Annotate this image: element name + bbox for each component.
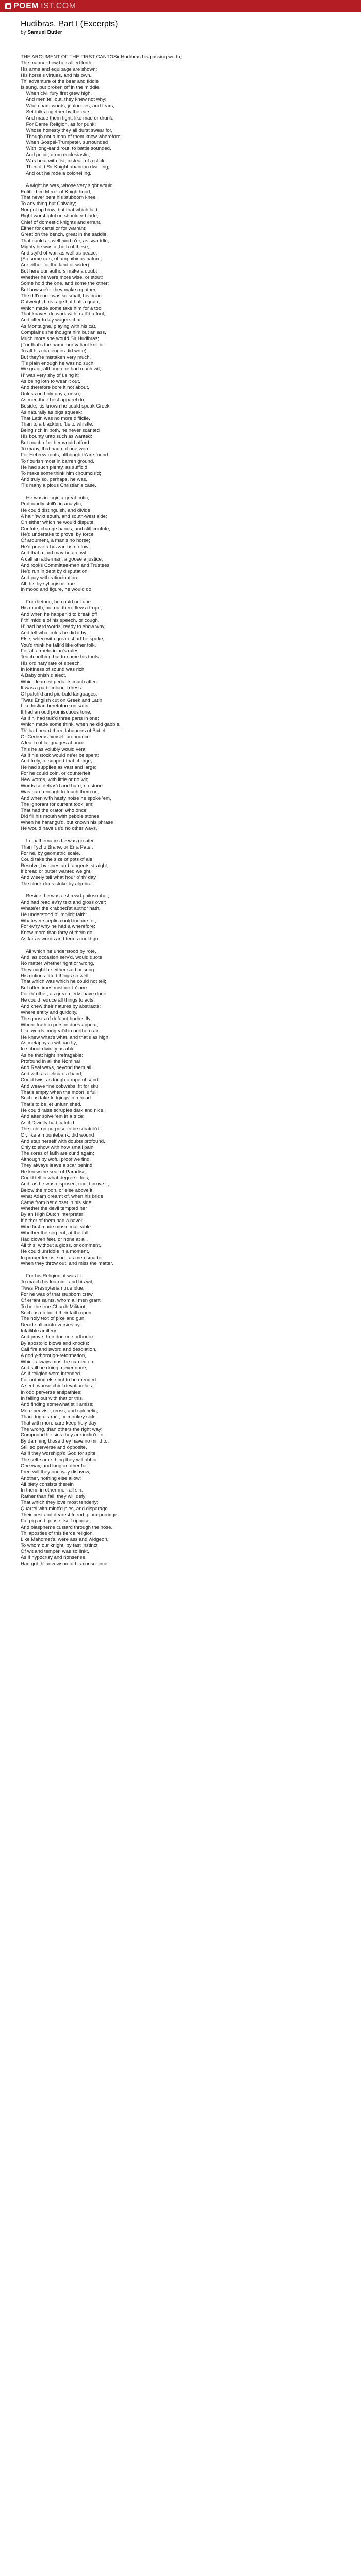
site-header <box>0 0 361 12</box>
poem-line: Whose honesty they all durst swear for, <box>21 127 113 133</box>
poem-line: We grant, although he had much wit, <box>21 366 102 372</box>
poem-line: When he harangu'd, but known his phrase <box>21 820 113 826</box>
poem-line: He'd prove a buzzard is no fowl, <box>21 544 91 550</box>
poem-line: For Dame Religion, as for punk; <box>21 121 96 127</box>
poem-line: A Babylonish dialect, <box>21 672 67 679</box>
poem-line: And that a lord may be an owl, <box>21 550 88 556</box>
poem-stanza <box>21 183 342 489</box>
poem-line: And pulpit, drum ecclesiastic, <box>21 152 90 158</box>
poem-line: As Montaigne, playing with his cat, <box>21 324 97 330</box>
poem-line: All piety consists therein <box>21 1481 74 1487</box>
poem-line: Which learned pedants much affect. <box>21 679 100 685</box>
poem-line: And out he rode a colonelling. <box>21 170 92 176</box>
poem-line: His arms and equipage are shown; <box>21 66 97 72</box>
poem-line: The sores of faith are cur'd again; <box>21 1150 94 1157</box>
poem-line: And tell what rules he did it by; <box>21 630 88 636</box>
poem-line: The holy text of pike and gun; <box>21 1316 86 1322</box>
poem-line: And when with hasty noise he spoke 'em, <box>21 795 111 801</box>
poem-line: And wisely tell what hour o' th' day <box>21 875 96 881</box>
poem-line: He had such plenty, as suffic'd <box>21 464 87 470</box>
poem-line: He'd undertake to prove, by force <box>21 532 94 538</box>
poem-line: Came from her closet in his side: <box>21 1199 93 1206</box>
poem-line: As he that hight Irrefragable; <box>21 1053 84 1059</box>
poem-line: His horse's virtues, and his own. <box>21 72 92 78</box>
poem-line: And when he happen'd to break off <box>21 612 97 618</box>
poem-line: Mighty he was at both of these, <box>21 244 89 250</box>
poem-line: To all his challenges did write). <box>21 348 88 354</box>
poem-line: Had cloven feet, or none at all. <box>21 1236 88 1242</box>
poem-line: When they throw out, and miss the matter. <box>21 1261 113 1267</box>
poem-line: He understood b' implicit faith: <box>21 911 87 918</box>
poem-line: And rooks Committee-men and Trustees. <box>21 562 111 568</box>
poem-line: Such as take lodgings in a head <box>21 1095 91 1101</box>
poem-line: They might be either said or sung. <box>21 967 96 973</box>
poem-line: Is sung, but broken off in the middle. <box>21 84 101 91</box>
poem-line: The wrong, than others the right way; <box>21 1426 103 1432</box>
poem-line: Whether the serpent, at the fall, <box>21 1230 90 1236</box>
poem-line: And weave fine cobwebs, fit for skull <box>21 1083 101 1089</box>
poem-line: He was in logic a great critic, <box>21 495 89 501</box>
poem-line: Rather than fail, they will defy <box>21 1494 86 1500</box>
poem-line: All this, without a gloss, or comment, <box>21 1242 101 1248</box>
poem-line: No matter whether right or wrong, <box>21 960 94 967</box>
poem-line: Could twist as tough a rope of sand; <box>21 1077 100 1083</box>
poem-line: Where truth in person does appear, <box>21 1022 99 1028</box>
poem-line: Fat pig and goose itself oppose, <box>21 1518 91 1524</box>
poem-line: But much of either would afford <box>21 440 89 446</box>
byline-prefix: by <box>21 30 26 36</box>
poem-line: Profound in all the Nominal <box>21 1059 80 1065</box>
poem-line: Words so debas'd and hard, no stone <box>21 783 103 789</box>
poem-line: He could raise scruples dark and nice, <box>21 1108 105 1114</box>
poem-line: They always leave a scar behind. <box>21 1163 94 1169</box>
poem-line: As naturally as pigs squeak; <box>21 409 83 415</box>
poem-line: The self-same thing they will abhor <box>21 1456 97 1463</box>
poem-line: New words, with little or no wit; <box>21 777 89 783</box>
poem-line: And, as he was disposed, could prove it, <box>21 1181 109 1187</box>
poem-line: But they're mistaken very much, <box>21 354 91 360</box>
poem-line: Could take the size of pots of ale; <box>21 856 94 862</box>
poem-line: And styl'd of war, as well as peace. <box>21 250 97 256</box>
poem-line: As if Divinity had catch'd <box>21 1120 74 1126</box>
poem-line: It had an odd promiscuous tone, <box>21 709 92 716</box>
poem-title: Hudibras, Part I (Excerpts) <box>21 20 118 28</box>
poem-line: By apostolic blows and knocks; <box>21 1341 89 1347</box>
poemist-logo-icon <box>5 3 11 9</box>
poem-line: And after solve 'em in a trice; <box>21 1114 85 1120</box>
poem-line: And truly so, perhaps, he was, <box>21 477 88 483</box>
poem-line: The manner how he sallied forth; <box>21 60 93 66</box>
poem-line: To any thing but Chivalry; <box>21 201 76 207</box>
poem-line: Compound for sins they are inclin'd to, <box>21 1432 105 1438</box>
poem-line: His mouth, but out there flew a trope; <box>21 605 102 612</box>
poem-line: 'Tis plain enough he was no such; <box>21 360 95 366</box>
poem-line: Whatever sceptic could inquire for, <box>21 918 96 924</box>
poem-line: As metaphysic wit can fly; <box>21 1040 77 1046</box>
poem-line: Only to show with how small pain <box>21 1144 94 1150</box>
poem-line: Beside, he was a shrewd philosopher, <box>21 893 109 900</box>
poem-line: In odd perverse antipathies; <box>21 1389 82 1396</box>
poem-line: Much more she would Sir Hudibras; <box>21 335 99 342</box>
poem-line: And pay with ratiocination. <box>21 574 78 581</box>
poem-line: That could as well bind o'er, as swaddle; <box>21 238 109 244</box>
poem-line: A leash of languages at once. <box>21 740 86 746</box>
poem-line: Had got th' advowson of his conscience. <box>21 1561 109 1567</box>
poem-line: And knew their natures by abstracts; <box>21 1004 101 1010</box>
poem-line: And stab herself with doubts profound, <box>21 1138 105 1144</box>
site-logo[interactable] <box>5 2 76 11</box>
poem-line: It was a parti-colour'd dress <box>21 685 81 691</box>
poem-stanza <box>21 495 342 593</box>
poem-line: That had the orator, who once <box>21 807 87 814</box>
poem-line: To many, that had not one word. <box>21 446 91 452</box>
poem-line: H' was very shy of using it; <box>21 372 79 379</box>
poem-stanza <box>21 599 342 832</box>
poem-line: In mood and figure, he would do. <box>21 587 93 593</box>
poem-line: Than dog distract, or monkey sick. <box>21 1414 96 1420</box>
poem-line: That's empty when the moon is full; <box>21 1089 99 1095</box>
poem-line: Their best and dearest friend, plum-porridge; <box>21 1512 119 1518</box>
poem-line: And men fell out, they knew not why; <box>21 97 107 103</box>
poem-line: In school-divinity as able <box>21 1046 75 1053</box>
poem-line: Of wit and temper, was so linkt, <box>21 1549 89 1555</box>
poem-line: A godly-thorough-reformation, <box>21 1352 86 1359</box>
poem-line: Than to a blackbird 'tis to whistle: <box>21 421 94 428</box>
poem-line: And blaspheme custard through the nose. <box>21 1524 113 1530</box>
poem-stanza <box>21 54 342 177</box>
poem-line: Which always must be carried on, <box>21 1359 95 1365</box>
poem-line: Th' had heard three labourers of Babel; <box>21 727 107 734</box>
poem-line: A hair 'twixt south, and south-west side; <box>21 513 107 519</box>
poem-line: For he was of that stubborn crew <box>21 1291 93 1297</box>
poem-line: And, as occasion serv'd, would quote; <box>21 954 104 960</box>
poem-line: Being rich in both, he never scanted <box>21 428 100 434</box>
poem-line: As if hypocrisy and nonsense <box>21 1555 85 1561</box>
poem-line: Infallible artillery; <box>21 1328 58 1334</box>
poem-line: Whether the devil tempted her <box>21 1206 87 1212</box>
poem-line: For his Religion, it was fit <box>21 1273 81 1279</box>
poem-line: He could reduce all things to acts, <box>21 997 95 1004</box>
logo-suffix-text: IST.COM <box>41 2 76 10</box>
poem-line: In them, in other men all sin: <box>21 1487 83 1494</box>
poem-line: To match his learning and his wit; <box>21 1279 94 1285</box>
poem-line: 'Twas English cut on Greek and Latin, <box>21 697 104 703</box>
poem-line: And therefore bore it not about, <box>21 385 89 391</box>
poem-line: All which he understood by rote, <box>21 948 96 955</box>
poem-line: Complains she thought him but an ass, <box>21 330 106 336</box>
poem-line: And truly, to support that charge, <box>21 758 92 765</box>
poem-stanza <box>21 838 342 887</box>
poem-line: And made them fight, like mad or drunk, <box>21 115 114 121</box>
poem-stanza <box>21 1273 342 1567</box>
poem-line: The diff'rence was so small, his brain <box>21 293 102 299</box>
poem-line: In loftiness of sound was rich; <box>21 667 86 673</box>
poem-line: Right worshipful on shoulder-blade; <box>21 213 99 219</box>
poem-line: Are either for the land or water). <box>21 262 91 268</box>
poem-line: That never bent his stubborn knee <box>21 195 96 201</box>
poem-line: He would have us'd no other ways. <box>21 826 97 832</box>
poem-line: You'd think he talk'd like other folk, <box>21 642 96 648</box>
poem-line: As if religion were intended <box>21 1371 80 1377</box>
poem-line: He could unriddle in a moment, <box>21 1248 89 1255</box>
poem-line: 'Tis many a pious Christian's case. <box>21 483 96 489</box>
poem-line: In proper terms, such as men smatter <box>21 1255 103 1261</box>
poem-line: Still so perverse and opposite, <box>21 1445 87 1451</box>
poem-line: Or Cerberus himself pronounce <box>21 734 90 740</box>
poem-line: For Hebrew roots, although th'are found <box>21 452 108 458</box>
poem-line: As if h' had talk'd three parts in one; <box>21 716 99 722</box>
poem-line: Teach nothing but to name his tools. <box>21 654 100 660</box>
poem-line: The itch, on purpose to be scratch'd; <box>21 1126 101 1132</box>
poem-line: Though not a man of them knew wherefore: <box>21 133 122 140</box>
poem-line: And Real ways, beyond them all <box>21 1064 92 1071</box>
poem-line: He knew the seat of Paradise, <box>21 1169 87 1175</box>
poem-line: But howsoe'er they make a pother, <box>21 286 97 293</box>
poem-line: A calf an alderman, a goose a justice, <box>21 556 103 563</box>
poem-line: Below the moon, or else above it. <box>21 1187 94 1193</box>
poem-line: By damning those they have no mind to; <box>21 1438 109 1445</box>
poem-line: Like fustian heretofore on satin; <box>21 703 90 709</box>
poem-line: Who first made music malleable: <box>21 1224 92 1230</box>
poem-line: Or, like a mountebank, did wound <box>21 1132 94 1138</box>
poem-line: His bounty unto such as wanted; <box>21 434 92 440</box>
poem-line: And still be doing, never done; <box>21 1365 88 1371</box>
poem-line: By an High Dutch interpreter; <box>21 1212 85 1218</box>
poem-line: When Gospel-Trumpeter, surrounded <box>21 140 108 146</box>
poem-line: Free-will they one way disavow, <box>21 1469 90 1475</box>
poem-line: All this by syllogism, true <box>21 581 75 587</box>
poem-line: The clock does strike by algebra. <box>21 881 93 887</box>
poem-line: (So some rats, of amphibious nature, <box>21 256 102 262</box>
poem-line: A wight he was, whose very sight would <box>21 182 113 189</box>
poem-line: That which was which he could not tell; <box>21 979 106 985</box>
poem-line: With long-ear'd rout, to battle sounded, <box>21 146 111 152</box>
poem-line: Such as do build their faith upon <box>21 1310 92 1316</box>
poem-line: Like words congeal'd in northern air. <box>21 1028 100 1034</box>
poem-line: If bread or butter wanted weight, <box>21 869 92 875</box>
poem-line: Could tell in what degree it lies; <box>21 1175 89 1181</box>
poem-line: And finding somewhat still amiss; <box>21 1401 94 1408</box>
poem-line: He had supplies as vast and large; <box>21 765 97 771</box>
poem-line: And with as delicate a hand, <box>21 1071 83 1077</box>
poem-line: That Latin was no more difficile, <box>21 415 90 421</box>
poem-line: Chief of domestic knights and errant, <box>21 219 102 226</box>
poem-line: Confute, change hands, and still confute, <box>21 526 110 532</box>
poem-line: For he could coin, or counterfeit <box>21 771 90 777</box>
poem-body <box>21 54 342 1567</box>
poem-line: A sect, whose chief devotion lies <box>21 1383 92 1389</box>
poem-line: Either for cartel or for warrant; <box>21 225 87 231</box>
poem-line: That which they love most tenderly; <box>21 1500 99 1506</box>
poem-line: Was beat with fist, instead of a stick; <box>21 158 106 164</box>
poem-line: He knew what's what, and that's as high <box>21 1034 109 1040</box>
poem-line: Call fire and sword and desolation, <box>21 1346 97 1352</box>
poem-line: His ordinary rate of speech <box>21 660 80 667</box>
poem-line: As if his stock would ne'er be spent: <box>21 752 100 758</box>
poem-line: More peevish, cross, and splenetic, <box>21 1408 99 1414</box>
poem-line: What Adam dreamt of, when his bride <box>21 1193 103 1199</box>
poem-line: 'Twas Presbyterian true blue; <box>21 1285 85 1292</box>
poem-line: For he, by geometric scale, <box>21 850 80 856</box>
poem-line: Outweigh'd his rage but half a grain; <box>21 299 100 305</box>
poem-line: When civil fury first grew high, <box>21 91 92 97</box>
poem-line: But here our authors make a doubt <box>21 268 97 275</box>
poem-line: Which made some think, when he did gabble, <box>21 722 121 728</box>
poem-line: H' had hard words, ready to show why, <box>21 623 106 630</box>
poem-line: Like Mahomet's, were ass and widgeon, <box>21 1536 109 1543</box>
poem-line: Whate'er the crabbed'st author hath, <box>21 905 101 911</box>
poem-line: To whom our knight, by fast instinct <box>21 1543 98 1549</box>
poem-line: Resolve, by sines and tangents straight, <box>21 862 109 869</box>
poem-line: This he as volubly would vent <box>21 746 86 752</box>
poem-line: And offer to lay wagers that <box>21 317 81 324</box>
poem-line: As being loth to wear it out, <box>21 379 80 385</box>
poem-line: As men their best apparel do. <box>21 397 86 403</box>
poem-line: He'd run in debt by disputation, <box>21 568 89 574</box>
poem-line: Whether he were more wise, or stout: <box>21 275 103 281</box>
poem-line: The ghosts of defunct bodies fly; <box>21 1015 92 1022</box>
poem-line: That knaves do work with, call'd a fool, <box>21 311 105 317</box>
poem-line: To flourish most in barren ground, <box>21 458 94 464</box>
poem-line: Where entity and quiddity, <box>21 1009 78 1015</box>
poem-page <box>0 12 361 1567</box>
poem-line: (For that's the name our valiant knight <box>21 342 104 348</box>
poem-line: THE ARGUMENT OF THE FIRST CANTOSir Hudibras his passing worth, <box>21 54 182 60</box>
poem-line: If either of them had a navel; <box>21 1218 84 1224</box>
poem-line: Decide all controversies by <box>21 1322 80 1328</box>
poem-line: Was hard enough to touch them on; <box>21 789 100 795</box>
poem-line: In mathematics he was greater <box>21 838 94 844</box>
logo-main-text: POEM <box>13 2 39 10</box>
poem-line: For nothing else but to be mended. <box>21 1377 97 1383</box>
poem-stanza <box>21 893 342 942</box>
poem-line: That with more care keep holy-day <box>21 1420 97 1426</box>
poem-line: As far as words and terms could go. <box>21 936 100 942</box>
byline <box>21 30 342 36</box>
poem-line: Of argument, a man's no horse; <box>21 538 90 544</box>
poem-line: Some hold the one, and some the other; <box>21 280 109 286</box>
poem-line: Did fill his mouth with pebble stones <box>21 814 100 820</box>
poem-line: But oftentimes mistook th' one <box>21 985 87 991</box>
poem-line: Beside, 'tis known he could speak Greek <box>21 403 110 409</box>
poem-line: For ev'ry why he had a wherefore; <box>21 924 95 930</box>
poem-line: I' th' middle of his speech, or cough, <box>21 617 100 623</box>
poem-line: Which made some take him for a tool <box>21 305 103 311</box>
poem-line: The ignorant for current took 'em; <box>21 801 94 807</box>
poem-line: To make some think him circumcis'd; <box>21 470 101 477</box>
poem-line: For all a rhetorician's rules <box>21 648 79 654</box>
poem-stanza <box>21 948 342 1267</box>
poem-line: Set folks together by the ears, <box>21 109 92 115</box>
poem-line: Else, when with greatest art he spoke, <box>21 636 105 642</box>
poem-line: And prove their doctrine orthodox <box>21 1334 94 1341</box>
poem-line: Th' apostles of this fierce religion, <box>21 1530 94 1536</box>
poem-line: For rhetoric, he could not ope <box>21 599 91 605</box>
poem-line: Another, nothing else allow: <box>21 1475 81 1481</box>
poem-line: Although by woful proof we find, <box>21 1157 91 1163</box>
poem-line: Than Tycho Brahe, or Erra Pater: <box>21 844 94 850</box>
poem-line: That's to be let unfurnished. <box>21 1101 82 1108</box>
poem-line: On either which he would dispute, <box>21 519 95 526</box>
poem-line: Of patch'd and pie-bald languages; <box>21 691 97 697</box>
poem-line: Then did Sir Knight abandon dwelling, <box>21 164 110 171</box>
poem-line: He could distinguish, and divide <box>21 507 90 513</box>
poem-line: His notions fitted things so well, <box>21 973 90 979</box>
author-link[interactable]: Samuel Butler <box>27 30 62 36</box>
poem-line: Entitle him Mirror of Knighthood; <box>21 189 92 195</box>
poem-line: In falling out with that or this, <box>21 1396 84 1402</box>
poem-line: When hard words, jealousies, and fears, <box>21 103 114 109</box>
poem-line: Unless on holy-days, or so, <box>21 391 80 397</box>
poem-line: And had read ev'ry text and gloss over; <box>21 899 107 905</box>
poem-line: Nor put up blow, but that which laid <box>21 207 97 213</box>
poem-line: Of errant saints, whom all men grant <box>21 1297 101 1303</box>
poem-line: Th' adventure of the bear and fiddle <box>21 78 99 84</box>
poem-line: Great on the bench, great in the saddle, <box>21 231 108 238</box>
poem-line: One way, and long another for. <box>21 1463 88 1469</box>
poem-line: Quarrel with minc'd-pies, and disparage <box>21 1506 108 1512</box>
poem-line: Profoundly skill'd in analytic; <box>21 501 83 507</box>
poem-line: As if they worshipp'd God for spite. <box>21 1451 97 1457</box>
poem-line: For th' other, as great clerks have done. <box>21 991 108 997</box>
poem-line: To be the true Church Militant; <box>21 1303 87 1310</box>
poem-line: Knew more than forty of them do, <box>21 930 94 936</box>
